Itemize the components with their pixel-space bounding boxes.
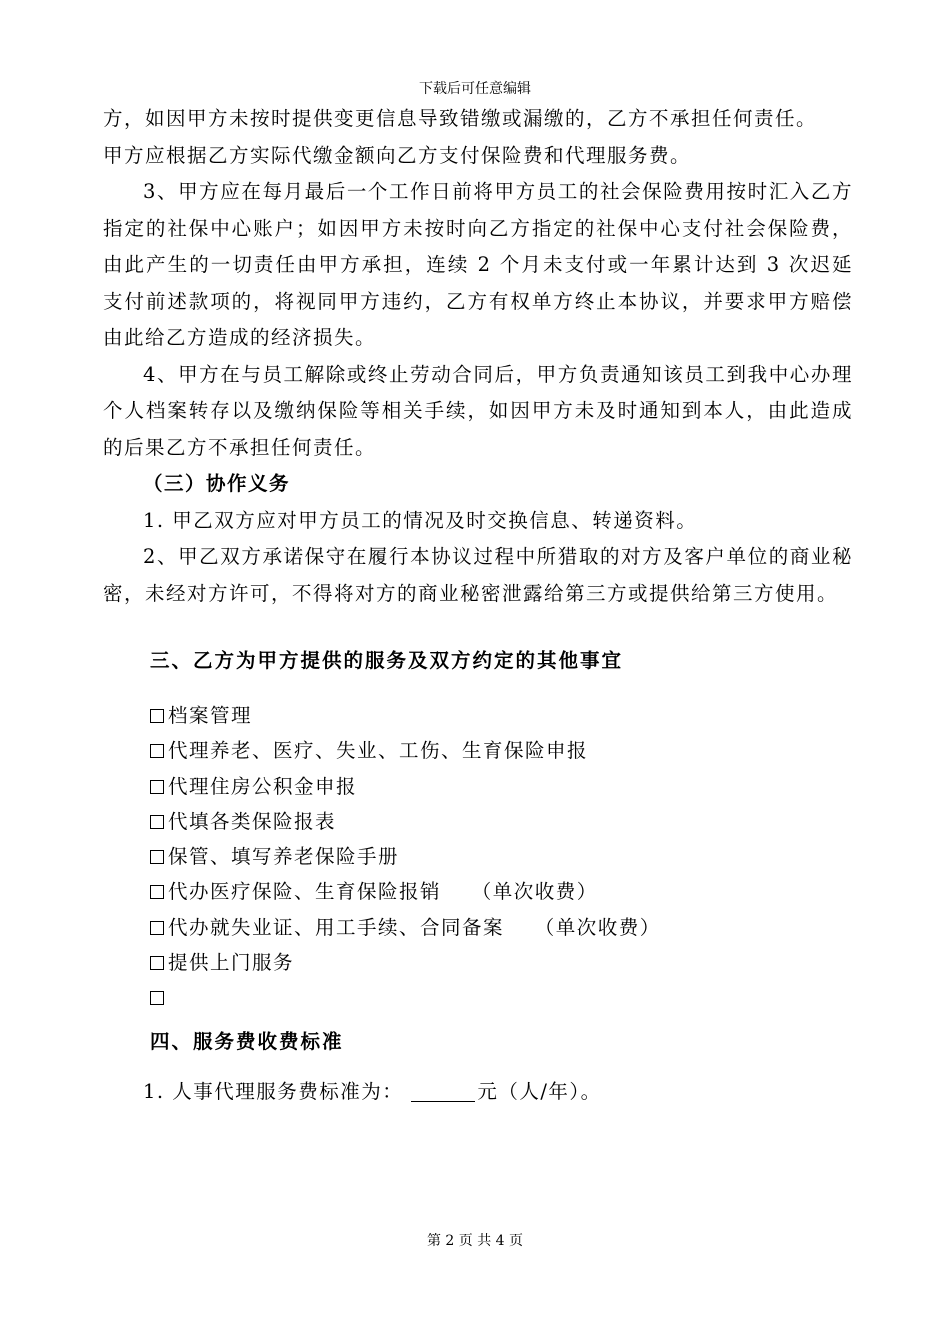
fee-standard-line [103,1074,853,1110]
checkbox-icon[interactable] [150,709,164,723]
paragraph-cooperation-2: 2、甲乙双方承诺保守在履行本协议过程中所猎取的对方及客户单位的商业秘密，未经对方许可，不得将对方的商业秘密泄露给第三方或提供给第三方使用。 [103,545,853,605]
sub-heading-cooperation: （三）协作义务 [143,472,291,495]
paragraph-cooperation-1: 1. 甲乙双方应对甲方员工的情况及时交换信息、转递资料。 [143,508,698,532]
paragraph-continuation: 方，如因甲方未按时提供变更信息导致错缴或漏缴的，乙方不承担任何责任。 [103,107,818,130]
fee-blank-field[interactable] [411,1083,475,1102]
checkbox-icon[interactable] [150,780,164,794]
checklist-item[interactable]: 代办医疗保险、生育保险报销 （单次收费） [150,874,853,909]
checkbox-icon[interactable] [150,885,164,899]
checkbox-icon[interactable] [150,815,164,829]
checklist-item[interactable]: 提供上门服务 [150,945,853,980]
paragraph-clause-4: 4、甲方在与员工解除或终止劳动合同后，甲方负责通知该员工到我中心办理个人档案转存以及缴纳保险等相关手续，如因甲方未及时通知到本人，由此造成的后果乙方不承担任何责任。 [103,362,853,459]
page-footer: 第 2 页 共 4 页 [426,1233,524,1249]
checkbox-icon[interactable] [150,744,164,758]
fee-unit: 元（人/年）。 [477,1079,602,1103]
checkbox-icon[interactable] [150,850,164,864]
checkbox-icon[interactable] [150,991,164,1005]
service-checklist [103,698,853,1016]
paragraph-payment: 甲方应根据乙方实际代缴金额向乙方支付保险费和代理服务费。 [103,143,692,167]
checklist-item[interactable]: 保管、填写养老保险手册 [150,839,853,874]
page-header: 下载后可任意编辑 [419,81,531,97]
checklist-item[interactable]: 代理住房公积金申报 [150,769,853,804]
document-body [103,101,853,1110]
checklist-item[interactable]: 档案管理 [150,698,853,733]
checkbox-icon[interactable] [150,921,164,935]
paragraph-clause-3: 3、甲方应在每月最后一个工作日前将甲方员工的社会保险费用按时汇入乙方指定的社保中心账户；如因甲方未按时向乙方指定的社保中心支付社会保险费，由此产生的一切责任由甲方承担，连续 2 个月未支付或一年累计达到 3 次迟延支付前述款项的，将视同甲方违约，乙方有权单方终止本协议，并要求甲方赔偿由此给乙方造成的经济损失。 [103,180,853,349]
section-4-heading: 四、服务费收费标准 [150,1029,344,1053]
checklist-item-empty[interactable] [150,980,853,1015]
section-3-heading: 三、乙方为甲方提供的服务及双方约定的其他事宜 [150,649,624,672]
checklist-item[interactable]: 代理养老、医疗、失业、工伤、生育保险申报 [150,733,853,768]
checklist-item[interactable]: 代办就失业证、用工手续、合同备案 （单次收费） [150,910,853,945]
checkbox-icon[interactable] [150,956,164,970]
fee-label: 1. 人事代理服务费标准为： [143,1079,404,1103]
checklist-item[interactable]: 代填各类保险报表 [150,804,853,839]
